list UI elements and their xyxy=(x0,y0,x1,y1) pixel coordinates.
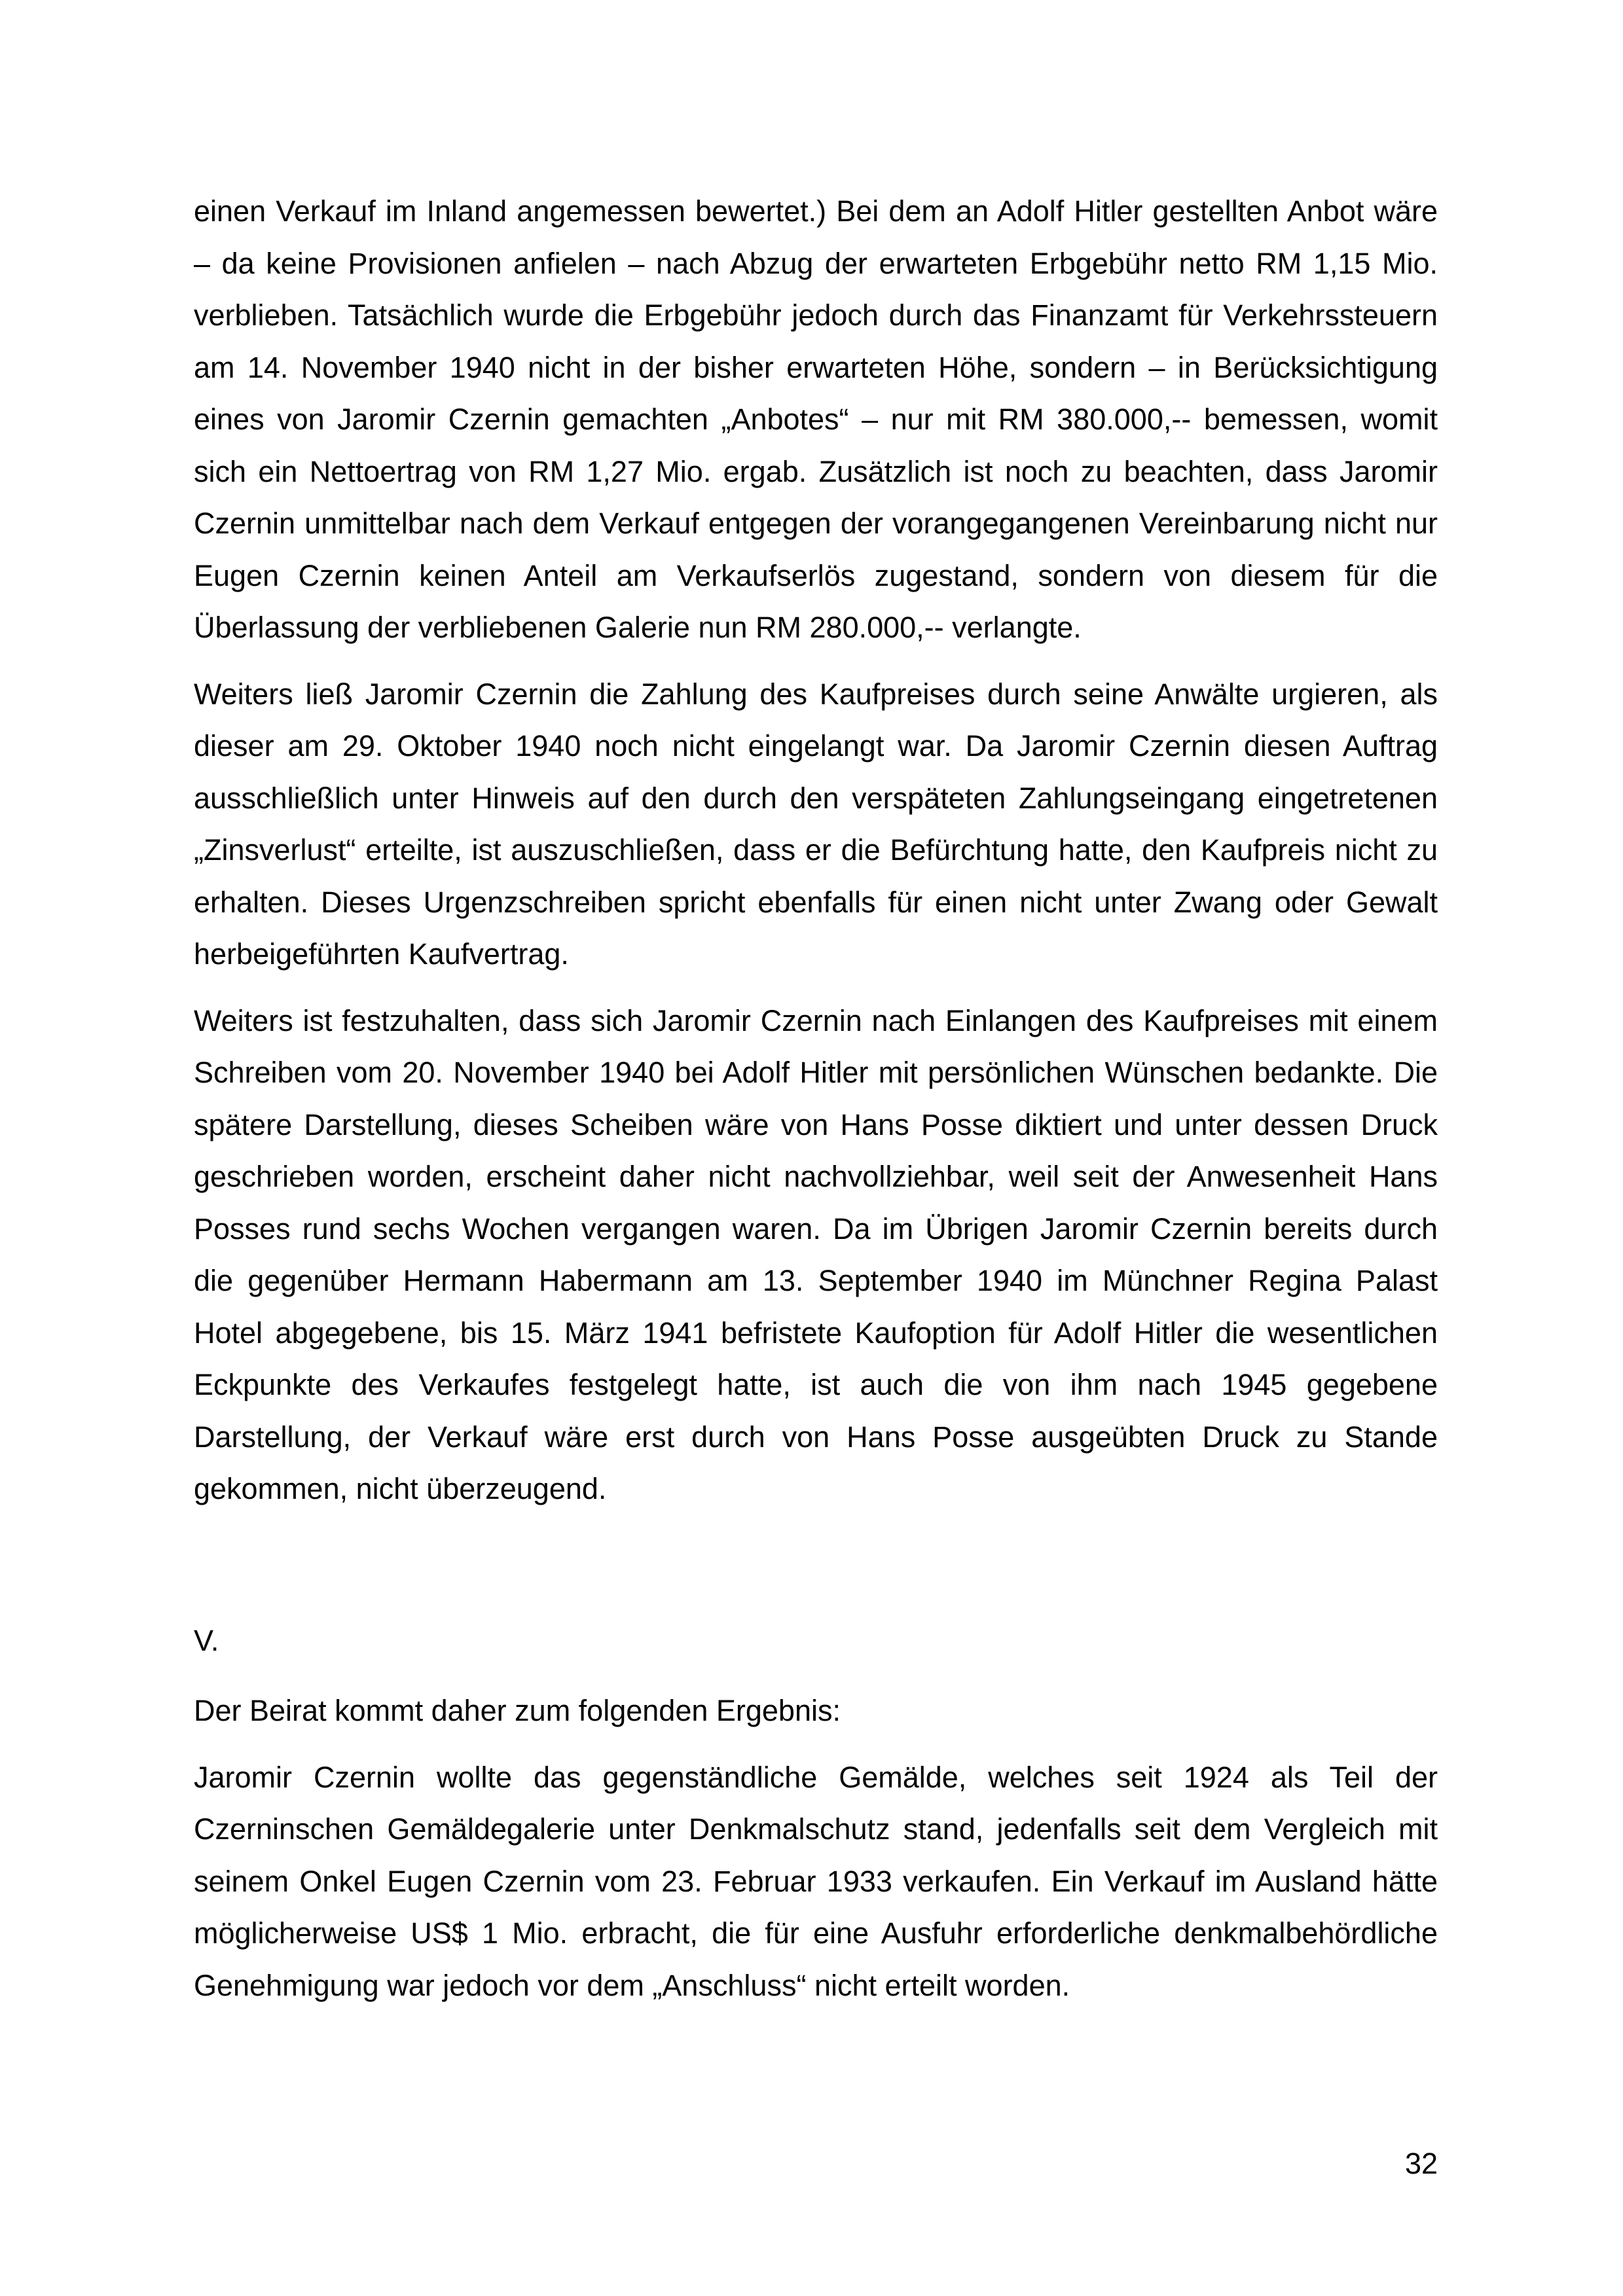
paragraph-thank-you-letter: Weiters ist festzuhalten, dass sich Jaromir Czernin nach Einlangen des Kaufpreises mit einem Schreiben vom 20. November 1940 bei Adolf Hitler mit persönlichen Wünschen bedankte. Die spätere Darstellung, dieses Scheiben wäre von Hans Posse diktiert und unter dessen Druck geschrieben worden, erscheint daher nicht nachvollziehbar, weil seit der Anwesenheit Hans Posses rund sechs Wochen vergangen waren. Da im Übrigen Jaromir Czernin bereits durch die gegenüber Hermann Habermann am 13. September 1940 im Münchner Regina Palast Hotel abgegebene, bis 15. März 1941 befristete Kaufoption für Adolf Hitler die wesentlichen Eckpunkte des Verkaufes festgelegt hatte, ist auch die von ihm nach 1945 gegebene Darstellung, der Verkauf wäre erst durch von Hans Posse ausgeübten Druck zu Stande gekommen, nicht überzeugend. xyxy=(194,1003,1438,1505)
page-number: 32 xyxy=(1404,2147,1438,2180)
section-number: V. xyxy=(194,1623,219,1657)
paragraph-payment-urgency: Weiters ließ Jaromir Czernin die Zahlung des Kaufpreises durch seine Anwälte urgieren, als dieser am 29. Oktober 1940 noch nicht eingelangt war. Da Jaromir Czernin diesen Auftrag ausschließlich unter Hinweis auf den durch den verspäteten Zahlungseingang eingetretenen „Zinsverlust“ erteilte, ist auszuschließen, dass er die Befürchtung hatte, den Kaufpreis nicht zu erhalten. Dieses Urgenzschreiben spricht ebenfalls für einen nicht unter Zwang oder Gewalt herbeigeführten Kaufvertrag. xyxy=(194,677,1438,971)
section-intro: Der Beirat kommt daher zum folgenden Ergebnis: xyxy=(194,1694,841,1727)
heading-spacer xyxy=(194,1666,1438,1685)
section-spacer xyxy=(194,1530,1438,1615)
paragraph-sale-valuation: einen Verkauf im Inland angemessen bewertet.) Bei dem an Adolf Hitler gestellten Anbot wäre – da keine Provisionen anfielen – nach Abzug der erwarteten Erbgebühr netto RM 1,15 Mio. verblieben. Tatsächlich wurde die Erbgebühr jedoch durch das Finanzamt für Verkehrssteuern am 14. November 1940 nicht in der bisher erwarteten Höhe, sondern – in Berücksichtigung eines von Jaromir Czernin gemachten „Anbotes“ – nur mit RM 380.000,-- bemessen, womit sich ein Nettoertrag von RM 1,27 Mio. ergab. Zusätzlich ist noch zu beachten, dass Jaromir Czernin unmittelbar nach dem Verkauf entgegen der vorangegangenen Vereinbarung nicht nur Eugen Czernin keinen Anteil am Verkaufserlös zugestand, sondern von diesem für die Überlassung der verbliebenen Galerie nun RM 280.000,-- verlangte. xyxy=(194,194,1438,644)
paragraph-result: Jaromir Czernin wollte das gegenständliche Gemälde, welches seit 1924 als Teil der Czerninschen Gemäldegalerie unter Denkmalschutz stand, jedenfalls seit dem Vergleich mit seinem Onkel Eugen Czernin vom 23. Februar 1933 verkaufen. Ein Verkauf im Ausland hätte möglicherweise US$ 1 Mio. erbracht, die für eine Ausfuhr erforderliche denkmalbehördliche Genehmigung war jedoch vor dem „Anschluss“ nicht erteilt worden. xyxy=(194,1760,1438,2002)
body-text xyxy=(194,185,1438,2026)
